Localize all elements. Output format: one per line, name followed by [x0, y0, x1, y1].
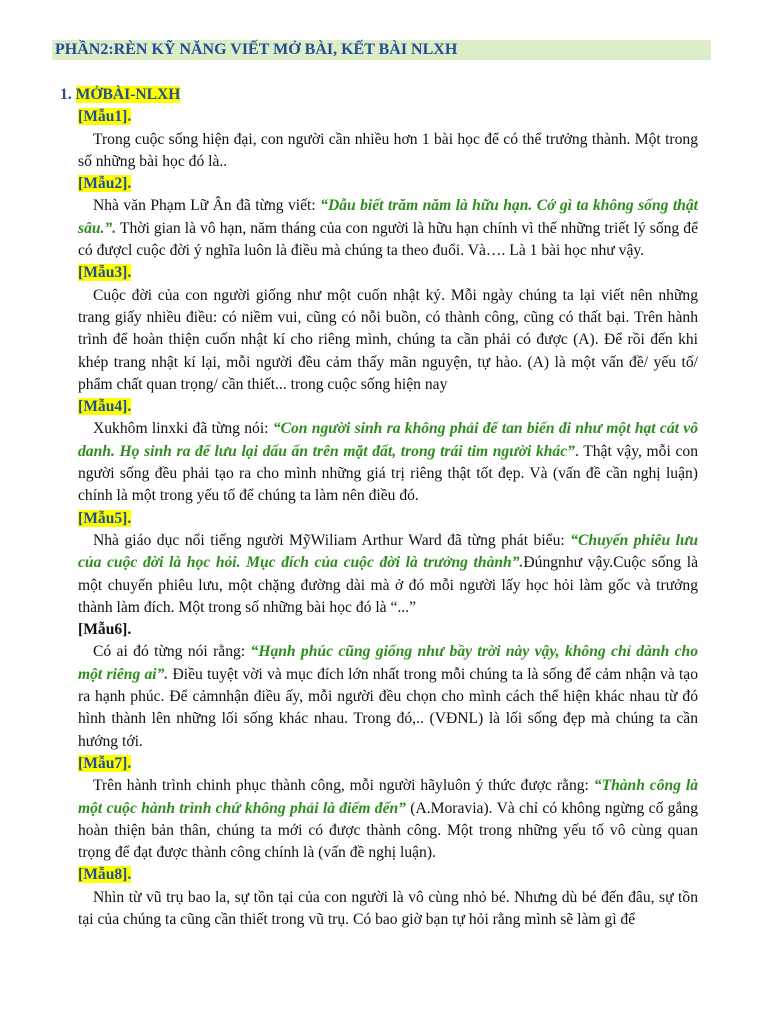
sample-label-8: [Mẫu8]. — [78, 866, 132, 884]
sample-quote-2: “Dẫu biết trăm năm là hữu hạn. Cớ gì ta không sống thật sâu.”. — [78, 197, 698, 237]
sample-text-5: Nhà giáo dục nổi tiếng người MỹWiliam Arthur Ward đã từng phát biểu: “Chuyến phiêu lưu của cuộc đời là học hỏi. Mục đích của cuộc đời là trưởng thành”.Đúngnhư vậy.Cuộc sống là một chuyến phiêu lưu, một chặng đường dài mà ở đó mỗi người lấy học hỏi làm gốc và trưởng thành làm đích. Một trong số những bài học đó là “...” — [78, 531, 698, 616]
part-title: PHẦN2:RÈN KỸ NĂNG VIẾT MỞ BÀI, KẾT BÀI NLXH — [52, 40, 711, 60]
sample-text-4: Xukhôm linxki đã từng nói: “Con người sinh ra không phải để tan biến đi như một hạt cát vô danh. Họ sinh ra để lưu lại dấu ấn trên mặt đất, trong trái tim người khác”. Thật vậy, mỗi con người sống đều phải tạo ra cho mình những giá trị riêng thật tốt đẹp. Và (vấn đề cần nghị luận) chính là một trong yếu tố để chúng ta làm nên điều đó. — [78, 420, 698, 505]
section-title: MỞBÀI-NLXH — [75, 86, 181, 103]
sample-text-6: Có ai đó từng nói rằng: “Hạnh phúc cũng giống như bầy trời này vậy, không chỉ dành cho một riêng ai”. Điều tuyệt vời và mục đích lớn nhất trong mỗi chúng ta là sống để cảm nhận và tạo ra hạnh phúc. Để cảmnhận điều ấy, mỗi người đều chọn cho mình cách thể hiện khác nhau từ đó hình thành lên những lối sống khác nhau. Trong đó,.. (VĐNL) là lối sống đẹp mà chúng ta cần hướng tới. — [78, 643, 699, 750]
section-heading — [60, 84, 698, 106]
sample-label-1: [Mẫu1]. — [78, 108, 132, 126]
document-body — [60, 84, 699, 931]
sample-label-3: [Mẫu3]. — [78, 264, 132, 282]
sample-label-5: [Mẫu5]. — [78, 509, 132, 527]
sample-label-7: [Mẫu7]. — [78, 754, 132, 772]
sample-text-2: Nhà văn Phạm Lữ Ân đã từng viết: “Dẫu biết trăm năm là hữu hạn. Cớ gì ta không sống thật sâu.”. Thời gian là vô hạn, năm tháng của con người là hữu hạn chính vì thế những triết lý sống để có đượcl cuộc đời ý nghĩa luôn là điều mà chúng ta theo đuổi. Và…. Là 1 bài học như vậy. — [78, 197, 698, 260]
sample-text-1: Trong cuộc sống hiện đại, con người cần nhiều hơn 1 bài học để có thể trưởng thành. Một trong số những bài học đó là.. — [78, 130, 698, 170]
sample-label-4: [Mẫu4]. — [78, 398, 132, 416]
sample-quote-4: “Con người sinh ra không phải để tan biến đi như một hạt cát vô danh. Họ sinh ra để lưu lại dấu ấn trên mặt đất, trong trái tim người khác” — [78, 420, 698, 460]
section-number: 1. — [60, 86, 72, 103]
sample-quote-7: “Thành công là một cuộc hành trình chứ không phải là điểm đến” — [78, 777, 698, 817]
sample-label-6: [Mẫu6]. — [78, 621, 132, 639]
sample-label-2: [Mẫu2]. — [78, 175, 132, 193]
sample-quote-5: “Chuyến phiêu lưu của cuộc đời là học hỏi. Mục đích của cuộc đời là trưởng thành”. — [78, 531, 698, 572]
sample-quote-6: “Hạnh phúc cũng giống như bầy trời này vậy, không chỉ dành cho một riêng ai”. — [78, 643, 698, 683]
sample-text-8: Nhìn từ vũ trụ bao la, sự tồn tại của con người là vô cùng nhỏ bé. Nhưng dù bé đến đâu, sự tồn tại của chúng ta cũng cần thiết trong vũ trụ. Có bao giờ bạn tự hỏi rằng mình sẽ làm gì để — [78, 888, 698, 928]
sample-text-7: Trên hành trình chinh phục thành công, mỗi người hãyluôn ý thức được rằng: “Thành công là một cuộc hành trình chứ không phải là điểm đến” (A.Moravia). Và chỉ có không ngừng cố gắng hoàn thiện bản thân, chúng ta mới có được thành công. Một trong những yếu tố vô cùng quan trọng để đạt được thành công chính là (vấn đề nghị luận). — [78, 777, 698, 862]
sample-text-3: Cuộc đời của con người giống như một cuốn nhật ký. Mỗi ngày chúng ta lại viết nên những trang giấy nhiều điều: có niềm vui, cũng có nỗi buồn, có thành công, cũng có thất bại. Trên hành trình để hoàn thiện cuốn nhật kí cho riêng mình, chúng ta cần phải có được (A). Để rồi đến khi khép trang nhật kí lại, mỗi người đều cảm thấy mãn nguyện, tự hào. (A) là một vấn đề/ yếu tố/ phẩm chất quan trọng/ cần thiết... trong cuộc sống hiện nay — [78, 286, 698, 393]
